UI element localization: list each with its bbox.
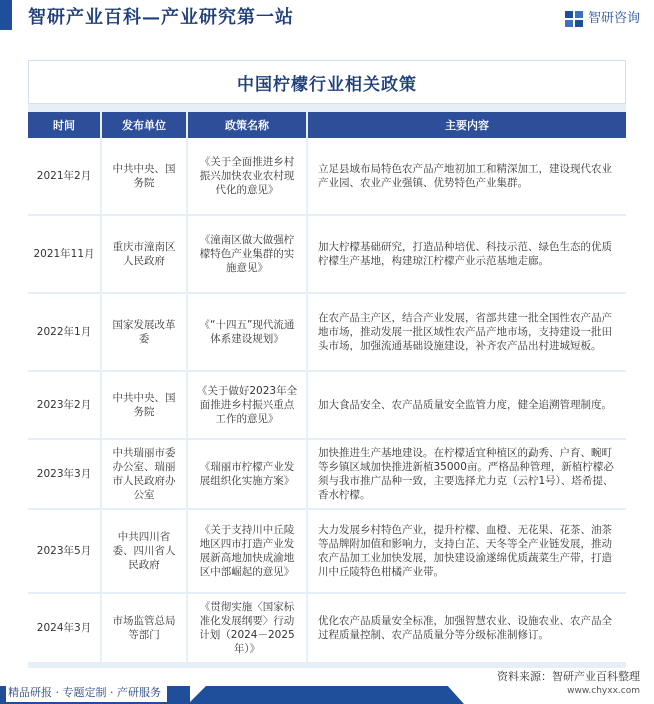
column-header-time: 时间 <box>28 112 102 138</box>
table-row <box>28 216 626 294</box>
cell-policy-name: 《关于支持川中丘陵地区四市打造产业发展新高地加快成渝地区中部崛起的意见》 <box>188 510 308 594</box>
brand-name: 智研咨询 <box>587 11 640 26</box>
document-title: 中国柠檬行业相关政策 <box>28 60 626 104</box>
cell-time: 2023年2月 <box>28 372 102 440</box>
cell-policy-name: 《“十四五”现代流通体系建设规划》 <box>188 294 308 372</box>
cell-policy-name: 《瑞丽市柠檬产业发展组织化实施方案》 <box>188 440 308 510</box>
column-header-content: 主要内容 <box>308 112 626 138</box>
column-header-unit: 发布单位 <box>102 112 188 138</box>
footer-divider-shape <box>190 684 208 702</box>
table-row <box>28 440 626 510</box>
cell-unit: 市场监管总局等部门 <box>102 594 188 664</box>
table-row <box>28 510 626 594</box>
brand-logo-icon <box>565 11 583 27</box>
page-footer <box>0 670 654 704</box>
source-url[interactable]: www.chyxx.com <box>567 686 640 696</box>
cell-content: 立足县域布局特色农产品产地初加工和精深加工，建设现代农业产业园、农业产业强镇、优势特色产业集群。 <box>308 138 626 216</box>
header-accent-bar <box>0 0 12 30</box>
brand[interactable] <box>565 8 640 30</box>
policy-table <box>28 112 626 664</box>
policy-panel <box>28 60 626 668</box>
cell-unit: 中共中央、国务院 <box>102 372 188 440</box>
table-row <box>28 594 626 664</box>
site-title: 智研产业百科—产业研究第一站 <box>28 7 294 28</box>
footer-divider-shape <box>446 684 464 704</box>
cell-time: 2021年11月 <box>28 216 102 294</box>
table-header-row <box>28 112 626 138</box>
cell-unit: 重庆市潼南区人民政府 <box>102 216 188 294</box>
table-row <box>28 294 626 372</box>
cell-time: 2023年5月 <box>28 510 102 594</box>
footer-slogan: 精品研报 · 专题定制 · 产研服务 <box>6 684 167 702</box>
cell-content: 优化农产品质量安全标准，加强智慧农业、设施农业、农产品全过程质量控制、农产品质量分等分级标准制修订。 <box>308 594 626 664</box>
data-source: 资料来源：智研产业百科整理 <box>497 670 640 683</box>
cell-content: 在农产品主产区，结合产业发展，省部共建一批全国性农产品产地市场，推动发展一批区域性农产品产地市场，支持建设一批田头市场，加强流通基础设施建设，补齐农产品出村进城短板。 <box>308 294 626 372</box>
cell-policy-name: 《贯彻实施〈国家标准化发展纲要〉行动计划（2024－2025年）》 <box>188 594 308 664</box>
cell-policy-name: 《潼南区做大做强柠檬特色产业集群的实施意见》 <box>188 216 308 294</box>
cell-content: 加大柠檬基础研究，打造品种培优、科技示范、绿色生态的优质柠檬生产基地，构建琼江柠檬产业示范基地走廊。 <box>308 216 626 294</box>
table-row <box>28 138 626 216</box>
page-header <box>0 0 654 40</box>
cell-time: 2024年3月 <box>28 594 102 664</box>
column-header-name: 政策名称 <box>188 112 308 138</box>
cell-unit: 国家发展改革委 <box>102 294 188 372</box>
cell-content: 加大食品安全、农产品质量安全监管力度，健全追溯管理制度。 <box>308 372 626 440</box>
cell-unit: 中共中央、国务院 <box>102 138 188 216</box>
cell-time: 2021年2月 <box>28 138 102 216</box>
cell-time: 2022年1月 <box>28 294 102 372</box>
cell-policy-name: 《关于全面推进乡村振兴加快农业农村现代化的意见》 <box>188 138 308 216</box>
cell-unit: 中共四川省委、四川省人民政府 <box>102 510 188 594</box>
cell-content: 加快推进生产基地建设。在柠檬适宜种植区的勐秀、户育、畹町等乡镇区域加快推进新植35000亩。严格品种管理，新植柠檬必须与我市推广品种一致，主要选择尤力克（云柠1号）、塔希提、香水柠檬。 <box>308 440 626 510</box>
cell-time: 2023年3月 <box>28 440 102 510</box>
table-row <box>28 372 626 440</box>
cell-unit: 中共瑞丽市委办公室、瑞丽市人民政府办公室 <box>102 440 188 510</box>
cell-content: 大力发展乡村特色产业，提升柠檬、血橙、无花果、花茶、油茶等品牌附加值和影响力，支持白芷、天冬等全产业链发展，推动农产品加工业加快发展，加快建设渝遂绵优质蔬菜生产带，打造川中丘陵特色柑橘产业带。 <box>308 510 626 594</box>
cell-policy-name: 《关于做好2023年全面推进乡村振兴重点工作的意见》 <box>188 372 308 440</box>
